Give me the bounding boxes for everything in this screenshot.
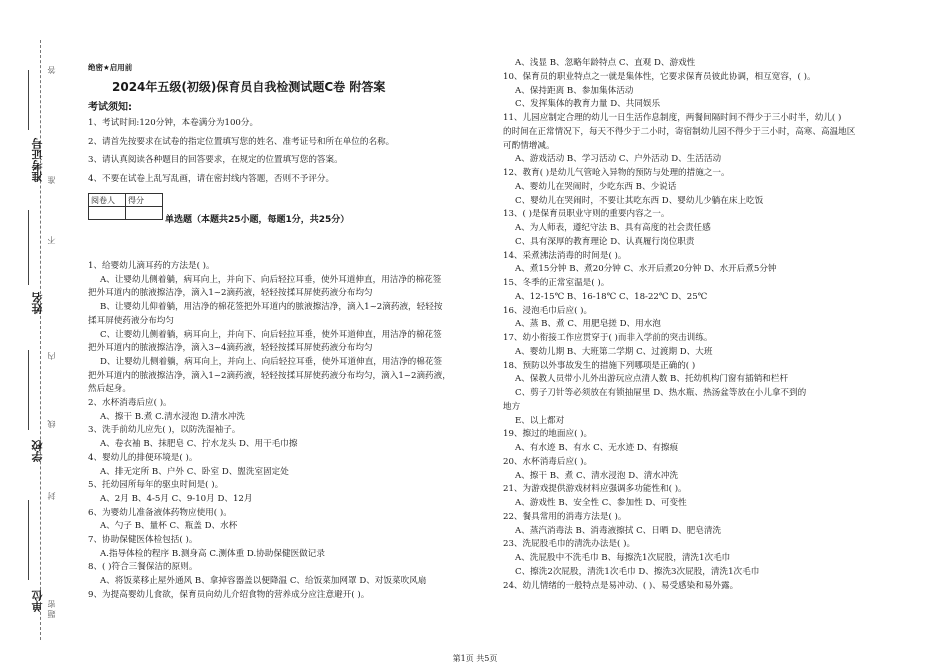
question-line: 然后起身。 [88, 384, 131, 395]
exam-id-field[interactable] [28, 70, 29, 130]
question-line: 18、预防以外事故发生的措施下列哪项是正确的( ) [503, 360, 696, 371]
seal-dashed-line [40, 40, 41, 640]
option-line: A、洗屁股中不洗毛巾 B、每擦洗1次屁股，清洗1次毛巾 [515, 553, 731, 563]
question-line: 6、为婴幼儿准备液体药物应使用( )。 [88, 507, 232, 518]
option-line: C、剪子刀针等必须放在有锁抽屉里 D、热水瓶、热汤盆等放在小儿拿不到的 [515, 388, 807, 398]
option-line: C、发挥集体的教育力量 D、共同娱乐 [515, 99, 661, 110]
reviewer-cell[interactable] [89, 207, 126, 220]
page-footer: 第1页 共5页 [452, 654, 498, 663]
notice-heading: 考试须知: [88, 102, 132, 113]
question-line: 14、采煮沸法消毒的时间是( )。 [503, 250, 627, 261]
notice-item: 2、请首先按要求在试卷的指定位置填写您的姓名、准考证号和所在单位的名称。 [88, 136, 395, 147]
question-line: 10、保育员的职业特点之一就是集体性，它要求保育员彼此协调，相互宽容，( )。 [503, 71, 816, 82]
option-line: C、让婴幼儿侧着躺，病耳向上，并向下、向后轻拉耳垂，使外耳道伸直，用洁净的棉花签 [100, 329, 442, 340]
right-question-column [503, 57, 883, 593]
page-title: 2024年五级(初级)保育员自我检测试题C卷 附答案 [112, 80, 386, 94]
option-line: A、擦干 B、煮 C、清水浸泡 D、清水冲洗 [515, 470, 679, 481]
unit-label: 单位 [31, 590, 44, 612]
binding-margin [0, 0, 70, 671]
left-question-column [88, 260, 483, 603]
question-line: 把外耳道内的脓液擦洁净，滴入1~2滴药液，轻轻按揉耳屏使药液分布均匀，滴入1~2滴药液， [88, 370, 451, 381]
question-line: 22、餐具常用的消毒方法是( )。 [503, 511, 627, 522]
notice-item: 3、请认真阅读各种题目的回答要求，在规定的位置填写您的答案。 [88, 155, 343, 165]
reviewer-header: 阅卷人 [89, 194, 126, 207]
option-line: A、婴幼儿在哭闹时，少吃东西 B、少说话 [515, 181, 677, 192]
question-line: 把外耳道内的脓液擦洁净，滴入3~4滴药液，轻轻按揉耳屏使药液分布均匀 [88, 343, 373, 354]
notice-item: 1、考试时间:120分钟，本卷满分为100分。 [88, 118, 259, 128]
question-line: 可酌情增减。 [503, 140, 555, 151]
exam-id-label: 准考证号 [31, 138, 44, 182]
question-line: 24、幼儿情绪的一般特点是易冲动、( )、易受感染和易外露。 [503, 580, 739, 591]
score-cell[interactable] [126, 207, 163, 220]
option-line: A、12-15℃ B、16-18℃ C、18-22℃ D、25℃ [515, 291, 708, 302]
question-line: 1、给婴幼儿滴耳药的方法是( )。 [88, 261, 215, 271]
option-line: A、将饭菜移止屋外通风 B、拿掉容器盖以便降温 C、给饭菜加网罩 D、对饭菜吹风扇 [100, 576, 427, 587]
name-field[interactable] [28, 210, 29, 285]
option-line: A、排无定所 B、户外 C、卧室 D、盥洗室固定处 [100, 466, 289, 477]
option-line: A、浅显 B、忽略年龄特点 C、直观 D、游戏性 [515, 58, 696, 68]
question-line: 12、教育( )是幼儿气管呛入异物的预防与处理的措施之一。 [503, 168, 730, 178]
section-title: 单选题（本题共25小题，每题1分，共25分） [165, 215, 350, 225]
school-field[interactable] [28, 350, 29, 430]
option-line: C、擦洗2次屁股，清洗1次毛巾 D、擦洗3次屁股，清洗1次毛巾 [515, 566, 760, 577]
option-line: A、保持距离 B、参加集体活动 [515, 85, 634, 96]
question-line: 17、幼小衔接工作应贯穿于( )而非入学前的突击训练。 [503, 333, 713, 343]
score-table [88, 193, 163, 220]
question-line: 21、为游戏提供游戏材料应强调多功能性和( )。 [503, 484, 687, 495]
notice-item: 4、不要在试卷上乱写乱画，请在密封线内答题，否则不予评分。 [88, 173, 335, 184]
seal-char: 密 [47, 600, 56, 608]
option-line: A、游戏活动 B、学习活动 C、户外活动 D、生活活动 [515, 154, 722, 165]
option-line: A、游戏性 B、安全性 C、参加性 D、可变性 [515, 498, 687, 508]
option-line: A、蒸汽消毒法 B、消毒液擦拭 C、日晒 D、肥皂清洗 [515, 525, 722, 536]
question-line: 的时间在正常情况下，每天不得少于二小时，寄宿制幼儿园不得少于三小时，高寒、高温地区 [503, 126, 856, 137]
question-line: 16、浸泡毛巾后应( )。 [503, 305, 593, 316]
question-line: 19、擦过的地面应( )。 [503, 429, 593, 440]
option-line: A、为人师表，遵纪守法 B、具有高度的社会责任感 [515, 223, 711, 233]
unit-field[interactable] [28, 500, 29, 580]
option-line: A、勺子 B、量杯 C、瓶盖 D、水杯 [100, 521, 238, 532]
question-line: 13、( )是保育员职业守则的重要内容之一。 [503, 209, 670, 220]
option-line: A、蒸 B、煮 C、用肥皂搓 D、用水泡 [515, 319, 661, 330]
school-label: 学校 [31, 440, 44, 462]
question-line: 9、为提高婴幼儿食欲，保育员向幼儿介绍食物的营养成分应注意避开( )。 [88, 589, 370, 600]
seal-char: 线 [47, 420, 56, 428]
seal-char: 封 [47, 492, 56, 500]
seal-char: 题 [47, 610, 56, 618]
option-line: A、保教人员带小儿外出游玩应点清人数 B、托幼机构门窗有插销和栏杆 [515, 374, 789, 385]
question-line: 7、协助保健医体检包括( )。 [88, 535, 198, 546]
option-line: A、婴幼儿期 B、大班第二学期 C、过渡期 D、大班 [515, 346, 713, 357]
option-line: A.指导体检的程序 B.测身高 C.测体重 D.协助保健医做记录 [100, 548, 325, 559]
option-line: A、卷衣袖 B、抹肥皂 C、拧水龙头 D、用干毛巾擦 [100, 439, 298, 450]
option-line: A、有水迹 B、有水 C、无水迹 D、有擦痕 [515, 443, 679, 453]
secret-mark: 绝密★启用前 [88, 63, 133, 72]
seal-char: 答 [47, 66, 56, 74]
score-header: 得分 [126, 194, 163, 207]
question-line: 5、托幼园所每年的驱虫时间是( )。 [88, 480, 224, 491]
option-line: A、2月 B、4-5月 C、9-10月 D、12月 [100, 493, 253, 504]
notice-list [88, 114, 394, 188]
question-line: 把外耳道内的脓液擦洁净，滴入1~2滴药液，轻轻按揉耳屏使药液分布均匀 [88, 288, 373, 299]
option-line: E、以上都对 [515, 415, 565, 426]
question-line: 11、儿园应制定合理的幼儿一日生活作息制度，两餐间隔时间不得少于三小时半，幼儿( ) [503, 113, 842, 123]
question-line: 20、水杯消毒后应( )。 [503, 456, 593, 467]
option-line: C、婴幼儿在哭闹时，不要让其吃东西 D、婴幼儿少躺在床上吃饭 [515, 195, 764, 206]
question-line: 地方 [503, 401, 521, 412]
question-line: 3、洗手前幼儿应先( )，以防洗湿袖子。 [88, 425, 241, 436]
option-line: C、具有深厚的教育理论 D、认真履行岗位职责 [515, 236, 695, 247]
question-line: 23、洗屁股毛巾的清洗办法是( )。 [503, 539, 636, 550]
question-line: 2、水杯消毒后应( )。 [88, 398, 172, 409]
question-line: 4、婴幼儿的排便环境是( )。 [88, 452, 198, 463]
question-line: 揉耳屏使药液分布均匀 [88, 315, 174, 326]
option-line: D、让婴幼儿侧着躺，病耳向上，并向上、向后轻拉耳垂，使外耳道伸直，用洁净的棉花签 [100, 356, 443, 367]
seal-char: 不 [47, 236, 56, 244]
option-line: A、擦干 B.煮 C.清水浸泡 D.清水冲洗 [100, 411, 245, 422]
seal-char: 内 [47, 352, 56, 360]
question-line: 8、( )符合三餐保洁的原则。 [88, 562, 198, 573]
seal-char: 准 [47, 176, 56, 184]
question-line: 15、冬季的正常室温是( )。 [503, 278, 610, 288]
option-line: B、让婴幼儿仰着躺，用洁净的棉花签把外耳道内的脓液擦洁净，滴入1~2滴药液，轻轻按 [100, 302, 443, 313]
name-label: 姓名 [31, 292, 44, 314]
option-line: A、煮15分钟 B、煮20分钟 C、水开后煮20分钟 D、水开后煮5分钟 [515, 264, 777, 275]
option-line: A、让婴幼儿侧着躺，病耳向上，并向下、向后轻拉耳垂，使外耳道伸直，用洁净的棉花签 [100, 274, 442, 285]
